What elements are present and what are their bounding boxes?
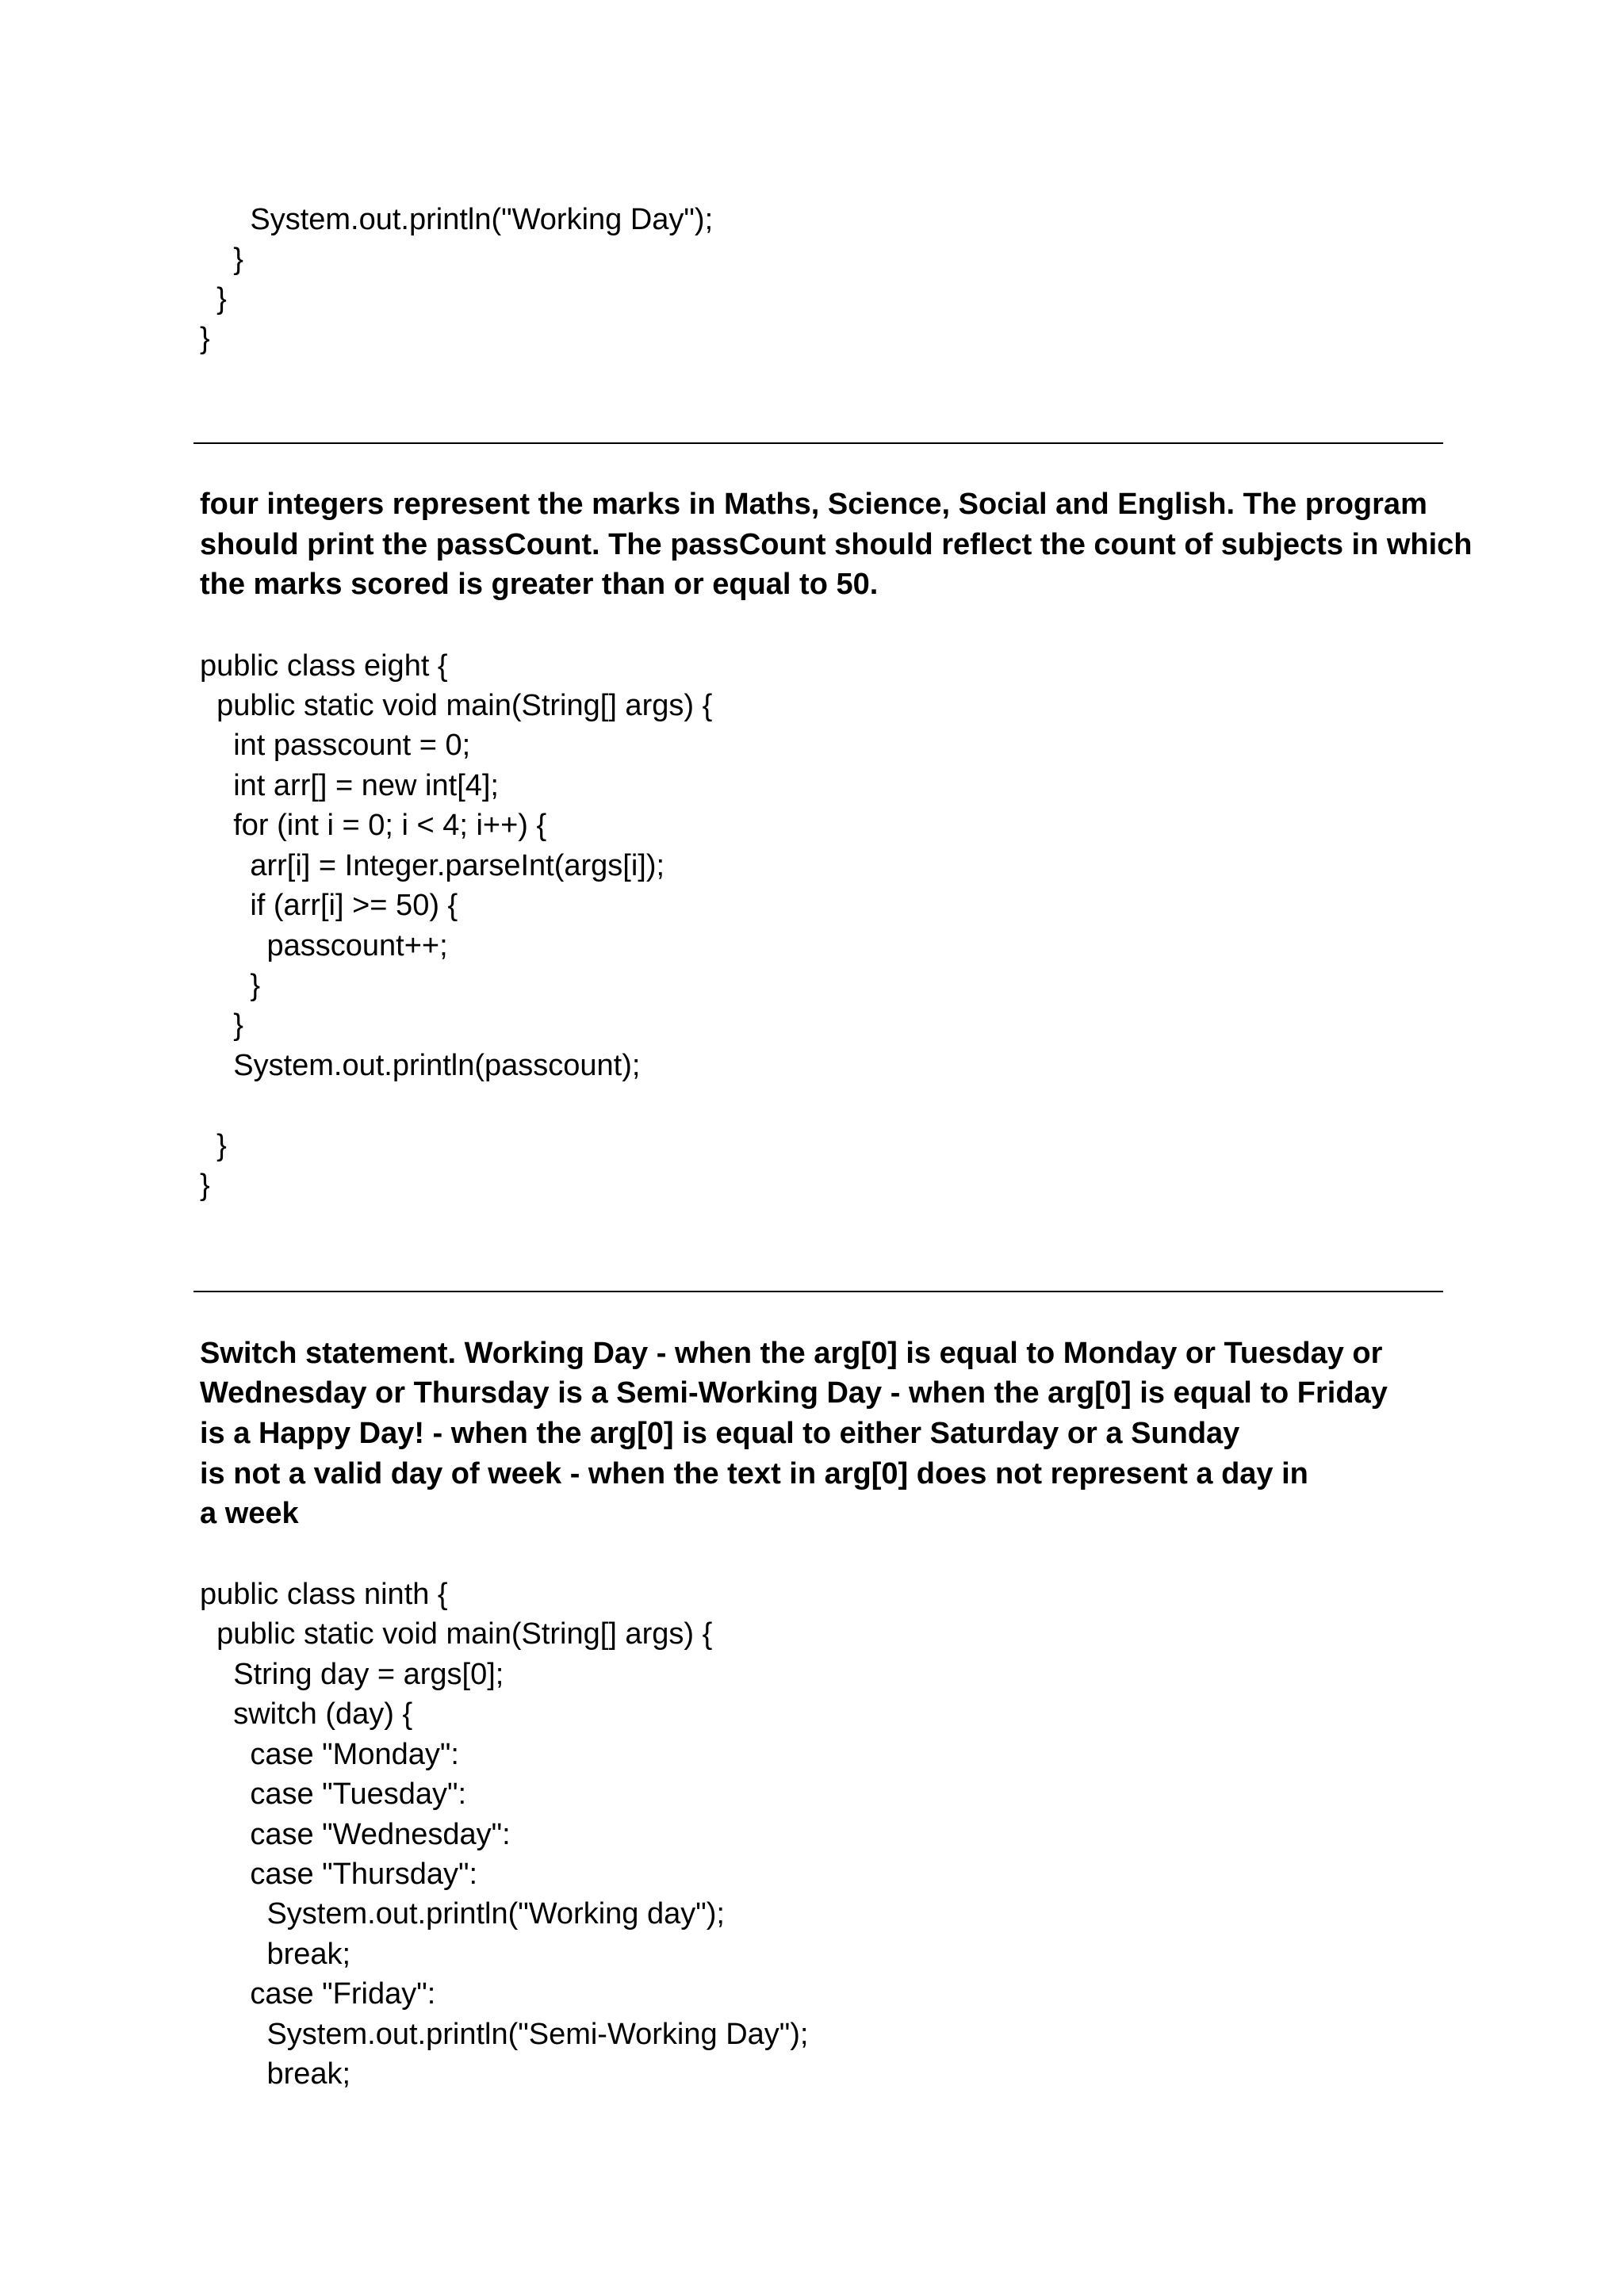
code-line: }	[200, 243, 243, 276]
code-line: case "Monday":	[200, 1738, 459, 1771]
code-line: System.out.println(passcount);	[200, 1049, 641, 1082]
code-line: passcount++;	[200, 929, 448, 962]
section-divider	[193, 1291, 1443, 1292]
prompt-line: is not a valid day of week - when the text in arg[0] does not represent a day in	[200, 1457, 1308, 1490]
code-line: }	[200, 322, 210, 355]
code-line: arr[i] = Integer.parseInt(args[i]);	[200, 849, 665, 882]
code-line: break;	[200, 2057, 351, 2091]
prompt-line: the marks scored is greater than or equal to 50.	[200, 568, 879, 601]
code-line: }	[200, 1129, 227, 1162]
code-line: switch (day) {	[200, 1697, 413, 1731]
code-line: int arr[] = new int[4];	[200, 769, 499, 802]
code-line: }	[200, 1008, 243, 1042]
code-line: case "Wednesday":	[200, 1818, 511, 1851]
code-line: System.out.println("Semi-Working Day");	[200, 2018, 809, 2051]
prompt-line: Wednesday or Thursday is a Semi-Working Day - when the arg[0] is equal to Friday	[200, 1376, 1388, 1410]
code-line: System.out.println("Working Day");	[200, 203, 714, 236]
code-line: }	[200, 969, 261, 1002]
prompt-line: should print the passCount. The passCount should reflect the count of subjects in which	[200, 528, 1473, 561]
code-line: for (int i = 0; i < 4; i++) {	[200, 809, 547, 842]
code-line: case "Thursday":	[200, 1858, 478, 1891]
prompt-line: Switch statement. Working Day - when the arg[0] is equal to Monday or Tuesday or	[200, 1337, 1383, 1370]
code-line: int passcount = 0;	[200, 729, 471, 762]
code-line: case "Friday":	[200, 1977, 436, 2011]
code-line: System.out.println("Working day");	[200, 1897, 725, 1931]
code-line: public static void main(String[] args) {	[200, 1617, 713, 1651]
code-line: }	[200, 1169, 210, 1202]
code-line: }	[200, 282, 227, 316]
prompt-line: is a Happy Day! - when the arg[0] is equal to either Saturday or a Sunday	[200, 1417, 1240, 1450]
code-line: case "Tuesday":	[200, 1777, 467, 1811]
code-line: break;	[200, 1938, 351, 1971]
prompt-line: a week	[200, 1497, 299, 1530]
code-line: if (arr[i] >= 50) {	[200, 889, 458, 922]
code-line: String day = args[0];	[200, 1658, 504, 1691]
prompt-line: four integers represent the marks in Maths, Science, Social and English. The program	[200, 488, 1427, 521]
code-line: public class eight {	[200, 649, 448, 683]
code-line: public class ninth {	[200, 1578, 448, 1611]
code-line: public static void main(String[] args) {	[200, 689, 713, 722]
section-divider	[193, 442, 1443, 444]
